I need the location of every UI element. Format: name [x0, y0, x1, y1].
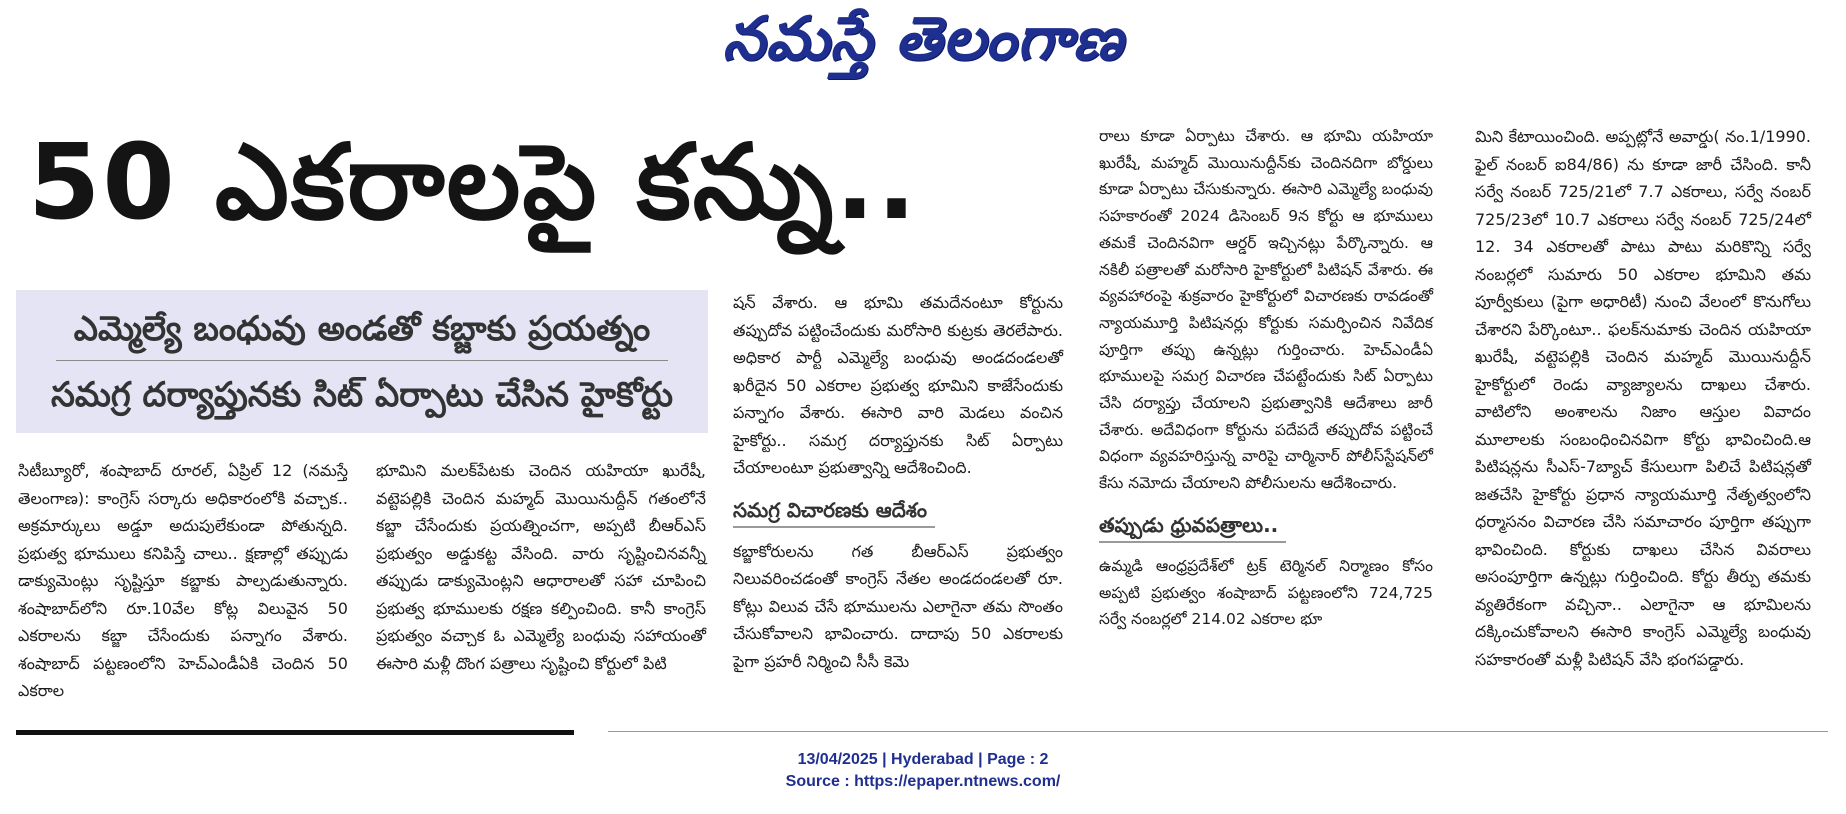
- article-column-1: [18, 457, 348, 707]
- masthead-logo: [0, 4, 1846, 84]
- subheadline-primary: ఎమ్మెల్యే బంధువు అండతో కబ్జాకు ప్రయత్నం: [73, 309, 651, 349]
- article-column-3: [733, 289, 1063, 709]
- paragraph: భూమిని మలక్‌పేటకు చెందిన యహియా ఖురేషీ, వట్టెపల్లికి చెందిన మహ్మద్ మొయినుద్దీన్ గతంలోనే కబ్జా చేసేందుకు ప్రయత్నించగా, అప్పటి బీఆర్ఎస్ ప్రభుత్వం అడ్డుకట్ట వేసింది. వారు సృష్టించినవన్నీ తప్పుడు డాక్యుమెంట్లని ఆధారాలతో సహా చూపించి ప్రభుత్వ భూములకు రక్షణ కల్పించింది. కానీ కాంగ్రెస్ ప్రభుత్వం వచ్చాక ఓ ఎమ్మెల్యే బంధువు సహాయంతో ఈసారి మళ్లీ దొంగ పత్రాలు సృష్టించి కోర్టులో పిటి: [376, 461, 706, 673]
- footer-dateline: 13/04/2025 | Hyderabad | Page : 2: [797, 751, 1049, 768]
- subheadline-secondary: సమగ్ర దర్యాప్తునకు సిట్ ఏర్పాటు చేసిన హైకోర్టు: [50, 375, 674, 415]
- masthead-title: నమస్తే తెలంగాణ: [722, 4, 1124, 74]
- paragraph: షన్ వేశారు. ఆ భూమి తమదేనంటూ కోర్టును తప్పుదోవ పట్టించేందుకు మరోసారి కుట్రకు తెరలేపారు. అధికార పార్టీ ఎమ్మెల్యే బంధువు అండదండలతో ఖరీదైన 50 ఎకరాల ప్రభుత్వ భూమిని కాజేసేందుకు పన్నాగం వేశారు. ఈసారి వారి మెడలు వంచిన హైకోర్టు.. సమగ్ర దర్యాప్తునకు సిట్ ఏర్పాటు చేయాలంటూ ప్రభుత్వాన్ని ఆదేశించింది.: [733, 293, 1063, 477]
- paragraph: ఉమ్మడి ఆంధ్రప్రదేశ్‌లో ట్రక్ టెర్మినల్ నిర్మాణం కోసం అప్పటి ప్రభుత్వం శంషాబాద్ పట్టణంలోని 724,725 సర్వే నంబర్లలో 214.02 ఎకరాల భూ: [1099, 556, 1433, 629]
- footer-divider-thin: [608, 731, 1828, 732]
- subheadline-box: [16, 290, 708, 433]
- section-heading: సమగ్ర విచారణకు ఆదేశం: [733, 494, 935, 528]
- paragraph: కబ్జాకోరులను గత బీఆర్ఎస్ ప్రభుత్వం నిలువరించడంతో కాంగ్రెస్ నేతల అండదండలతో రూ. కోట్లు విలువ చేసే భూములను ఎలాగైనా తమ సొంతం చేసుకోవాలని భావించారు. దాదాపు 50 ఎకరాలకు పైగా ప్రహరీ నిర్మించి సీసీ కెమె: [733, 541, 1063, 671]
- footer-divider-thick: [16, 730, 574, 735]
- paragraph: రాలు కూడా ఏర్పాటు చేశారు. ఆ భూమి యహియా ఖురేషీ, మహ్మద్ మొయినుద్దీన్‌కు చెందినదిగా బోర్డులు కూడా ఏర్పాటు చేసుకున్నారు. ఈసారి ఎమ్మెల్యే బంధువు సహకారంతో 2024 డిసెంబర్ 9న కోర్టు ఆ భూములు తమకే చెందినవిగా ఆర్డర్ ఇచ్చినట్లు పేర్కొన్నారు. ఆ నకిలీ పత్రాలతో మరోసారి హైకోర్టులో పిటిషన్ వేశారు. ఈ వ్యవహారంపై శుక్రవారం హైకోర్టులో విచారణకు రావడంతో న్యాయమూర్తి పిటిషనర్లు కోర్టుకు సమర్పించిన నివేదిక పూర్తిగా తప్పు ఉన్నట్లు గుర్తించారు. హెచ్ఎండీఏ భూములపై సమగ్ర విచారణ చేపట్టేందుకు సిట్ ఏర్పాటు చేసి దర్యాప్తు చేయాలని ప్రభుత్వానికి ఆదేశాలు జారీ చేశారు. అదేవిధంగా కోర్టును పదేపదే తప్పుదోవ పట్టించే విధంగా వ్యవహరిస్తున్న వారిపై చార్మినార్ పోలీస్‌స్టేషన్‌లో కేసు నమోదు చేయాలని పోలీసులను ఆదేశించారు.: [1099, 127, 1433, 493]
- paragraph: మిని కేటాయించింది. అప్పట్లోనే అవార్డు( నం.1/1990. ఫైల్ నంబర్ ఐ84/86) ను కూడా జారీ చేసింది. కానీ సర్వే నంబర్ 725/21లో 7.7 ఎకరాలు, సర్వే నంబర్ 725/23లో 10.7 ఎకరాలు సర్వే నంబర్ 725/24లో 12. 34 ఎకరాలతో పాటు పాటు మరికొన్ని సర్వే నంబర్లలో సుమారు 50 ఎకరాల భూమిని తమ పూర్వీకులు (పైగా అధారిటీ) నుంచి వేలంలో కొనుగోలు చేశారని పేర్కొంటూ.. ఫలక్‌నుమాకు చెందిన యహియా ఖురేషీ, వట్టెపల్లికి చెందిన మహ్మద్ మొయినుద్దీన్ హైకోర్టులో రెండు వ్యాజ్యాలను దాఖలు చేశారు. వాటిలోని అంశాలను నిజాం ఆస్తుల వివాదం మూలాలకు సంబంధించినవిగా కోర్టు భావించింది.ఆ పిటిషన్లను సీఎస్-7బ్యాచ్ కేసులుగా పిలిచే పిటిషన్లతో జతచేసి హైకోర్టు ప్రధాన న్యాయమూర్తి నేతృత్వంలోని ధర్మాసనం విచారణ చేసి సమాచారం పూర్తిగా తప్పుగా భావించింది. కోర్టుకు దాఖలు చేసిన వివరాలు అసంపూర్తిగా ఉన్నట్లు గుర్తించింది. కోర్టు తీర్పు తమకు వ్యతిరేకంగా వచ్చినా.. ఎలాగైనా ఆ భూమిలను దక్కించుకోవాలని ఈసారి కాంగ్రెస్ ఎమ్మెల్యే బంధువు సహకారంతో మళ్లీ పిటిషన్ వేసి భంగపడ్డారు.: [1475, 127, 1811, 669]
- article-column-4: [1099, 123, 1433, 653]
- article-column-2: [376, 457, 706, 707]
- section-heading: తప్పుడు ధ్రువపత్రాలు..: [1099, 509, 1286, 543]
- article-headline: 50 ఎకరాలపై కన్ను..: [28, 121, 919, 243]
- paragraph: సిటీబ్యూరో, శంషాబాద్ రూరల్, ఏప్రిల్ 12 (నమస్తే తెలంగాణ): కాంగ్రెస్ సర్కారు అధికారంలోకి వచ్చాక.. అక్రమార్కులు అడ్డూ అదుపులేకుండా పోతున్నది. ప్రభుత్వ భూములు కనిపిస్తే చాలు.. క్షణాల్లో తప్పుడు డాక్యుమెంట్లు సృష్టిస్తూ కబ్జాకు పాల్పడుతున్నారు. శంషాబాద్‌లోని రూ.10వేల కోట్ల విలువైన 50 ఎకరాలను కబ్జా చేసేందుకు పన్నాగం వేశారు. శంషాబాద్ పట్టణంలోని హెచ్ఎండీఏకి చెందిన 50 ఎకరాల: [18, 461, 348, 700]
- subheadline-divider: [56, 360, 668, 361]
- footer-source: Source : https://epaper.ntnews.com/: [785, 773, 1061, 790]
- article-column-5: [1475, 123, 1811, 713]
